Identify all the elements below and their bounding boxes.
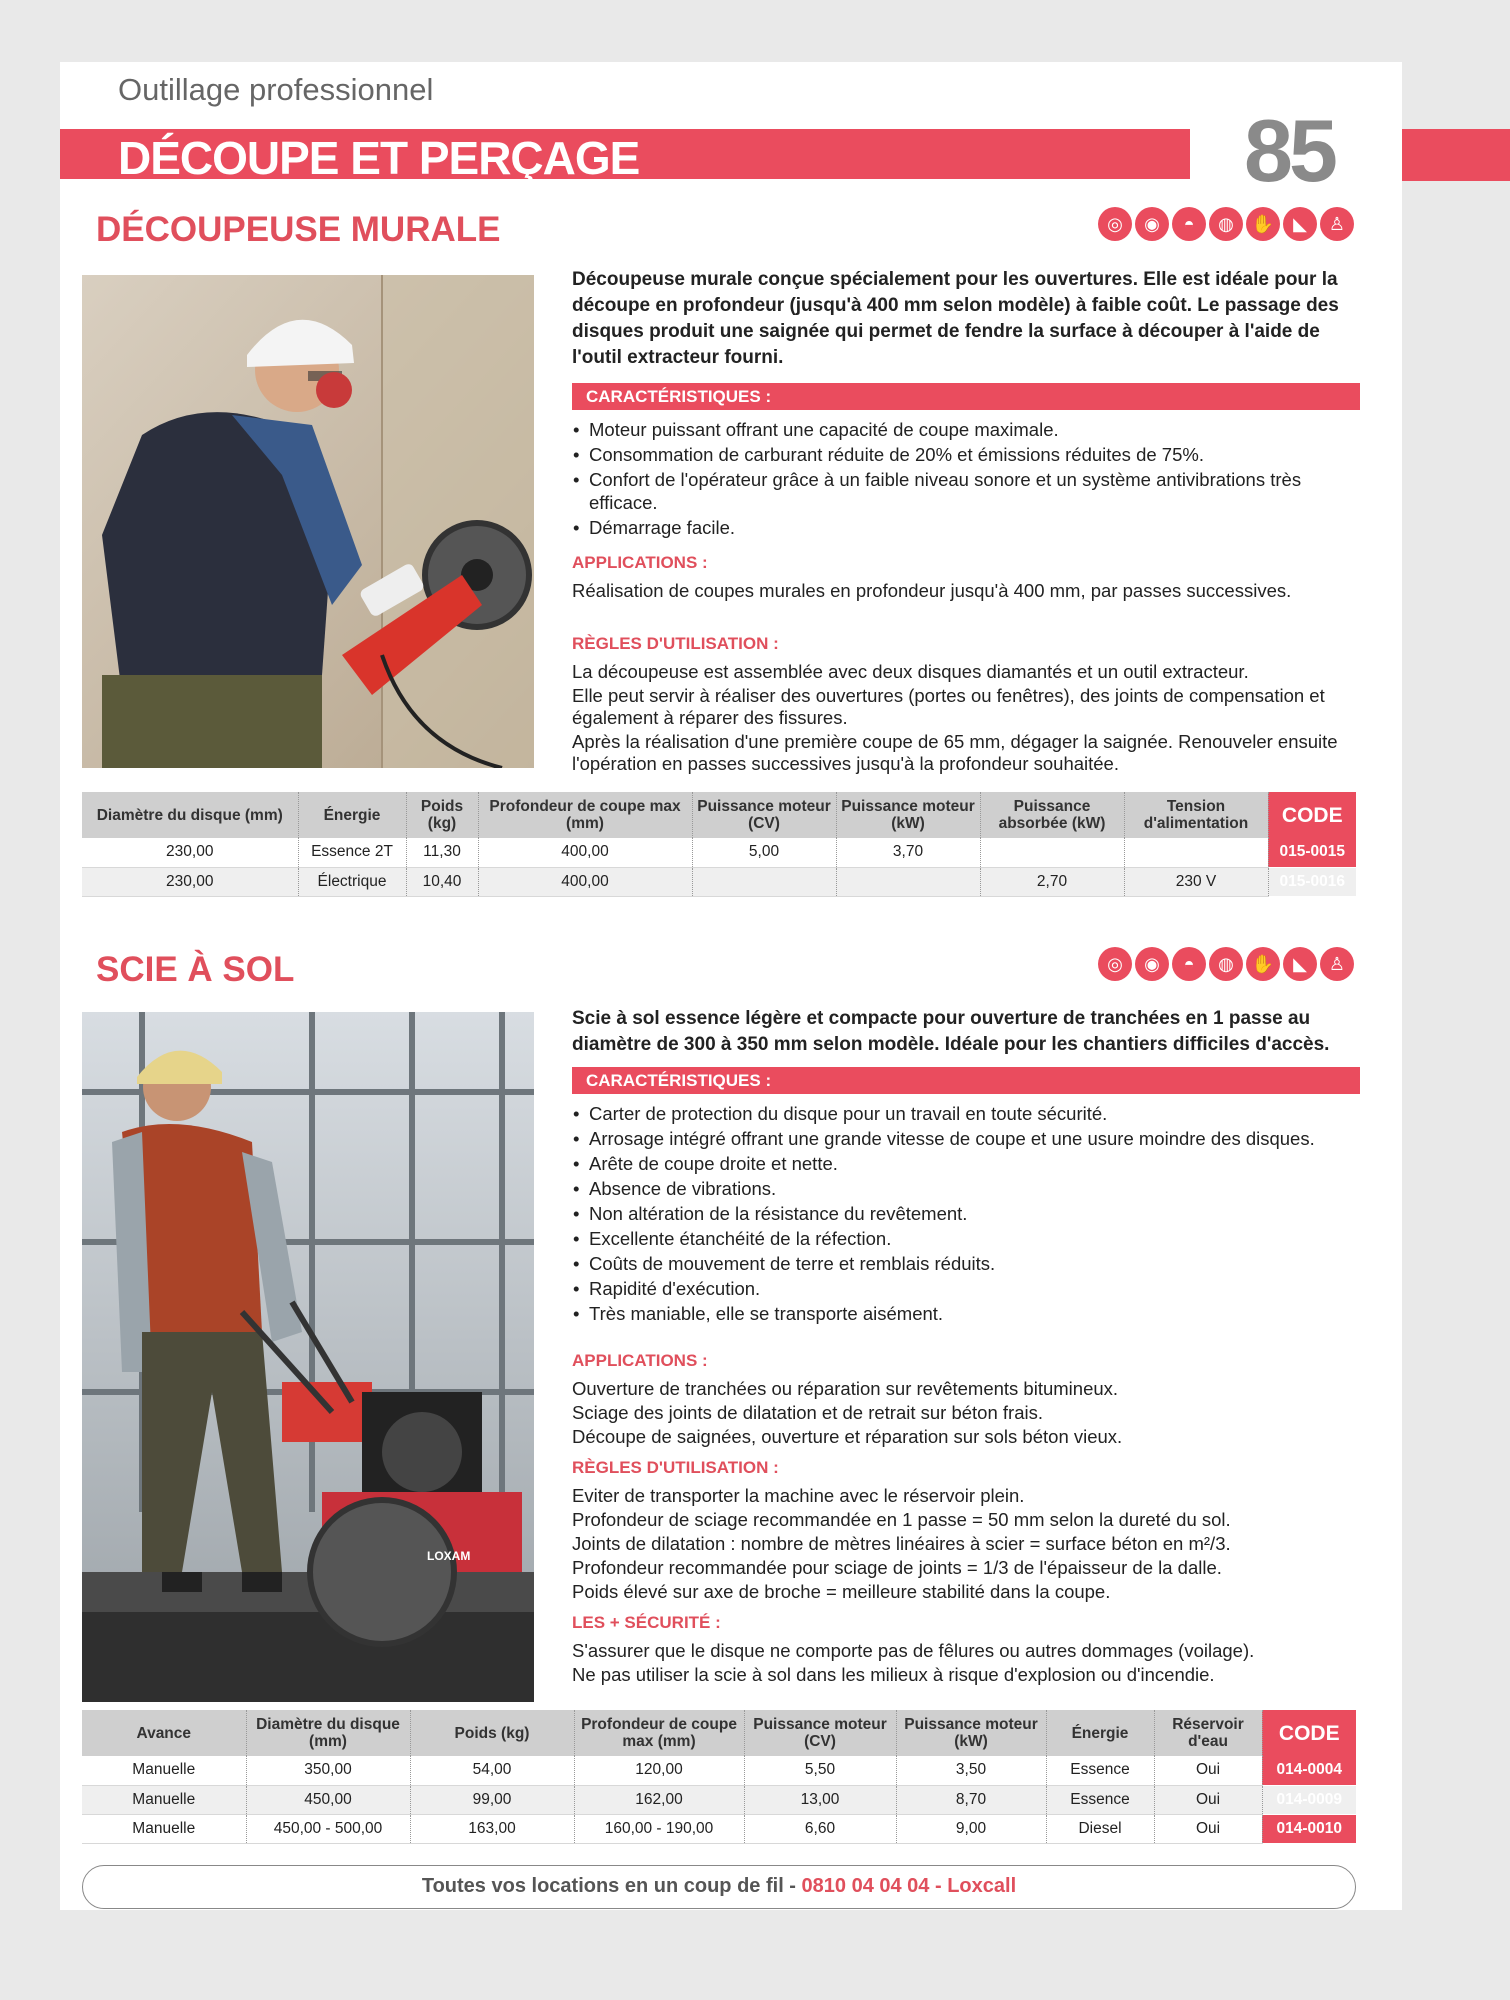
rules-header-2: RÈGLES D'UTILISATION : [572,1458,779,1477]
footer-contact-banner[interactable] [82,1865,1356,1909]
bullet-item: • Consommation de carburant réduite de 20% et émissions réduites de 75%. [572,443,1372,466]
overalls-icon: ♙ [1320,947,1354,981]
bullet-item: • Arrosage intégré offrant une grande vitesse de coupe et une usure moindre des disques. [572,1127,1372,1150]
applications-text-1 [572,580,1372,604]
table-cell: 162,00 [574,1785,744,1814]
product-code[interactable]: 014-0009 [1262,1785,1356,1814]
bullet-item: • Absence de vibrations. [572,1177,1372,1200]
code-column-header: CODE [1262,1710,1356,1756]
table-cell: Oui [1154,1785,1262,1814]
column-header: Tension d'alimentation [1124,792,1268,838]
paragraph-line: Elle peut servir à réaliser des ouvertures (portes ou fenêtres), des joints de compensation et également à réparer des fissures. [572,685,1325,728]
table-cell: 8,70 [896,1785,1046,1814]
bullet-item: • Coûts de mouvement de terre et remblais réduits. [572,1252,1372,1275]
table-cell: 5,50 [744,1756,896,1785]
characteristics-header-1: CARACTÉRISTIQUES : [572,383,1360,410]
column-header: Diamètre du disque (mm) [82,792,298,838]
column-header: Profondeur de coupe max (mm) [574,1710,744,1756]
category-kicker: Outillage professionnel [118,72,434,107]
table-cell: 400,00 [478,867,692,896]
bullet-item: • Excellente étanchéité de la réfection. [572,1227,1372,1250]
bullet-item: • Démarrage facile. [572,516,1372,539]
gloves-icon: ✋ [1246,947,1280,981]
table-row [82,1785,1356,1814]
table-cell: Essence 2T [298,838,406,867]
applications-header-1: APPLICATIONS : [572,553,708,572]
paragraph-line: La découpeuse est assemblée avec deux disques diamantés et un outil extracteur. [572,661,1249,682]
ear-protection-icon: ◉ [1135,207,1169,241]
table-cell: Manuelle [82,1785,246,1814]
bullet-item: • Carter de protection du disque pour un travail en toute sécurité. [572,1102,1372,1125]
table-cell: Oui [1154,1814,1262,1843]
table-cell: 450,00 [246,1785,410,1814]
table-cell: 120,00 [574,1756,744,1785]
photo-floor-saw-operator [82,1012,534,1702]
product-code[interactable]: 015-0016 [1268,867,1356,896]
ppe-icons-2 [1098,947,1354,981]
column-header: Poids (kg) [406,792,478,838]
overalls-icon: ♙ [1320,207,1354,241]
table-cell: 13,00 [744,1785,896,1814]
column-header: Poids (kg) [410,1710,574,1756]
paragraph-line: Réalisation de coupes murales en profondeur jusqu'à 400 mm, par passes successives. [572,580,1292,601]
rules-text-1 [572,661,1372,777]
rules-text-2 [572,1485,1372,1605]
machine-brand-label: LOXAM [427,1549,471,1563]
table-cell: 160,00 - 190,00 [574,1814,744,1843]
page-title: DÉCOUPE ET PERÇAGE [118,132,640,184]
page-edge-tab [1402,129,1510,181]
applications-text-2 [572,1378,1372,1450]
photo-wall-saw-operator [82,275,534,768]
table-cell: Essence [1046,1756,1154,1785]
table-cell: Diesel [1046,1814,1154,1843]
column-header: Puissance absorbée (kW) [980,792,1124,838]
goggles-icon: ◎ [1098,207,1132,241]
column-header: Puissance moteur (kW) [836,792,980,838]
column-header: Énergie [1046,1710,1154,1756]
table-cell: 5,00 [692,838,836,867]
security-text-2 [572,1640,1372,1688]
boots-icon: ◣ [1283,207,1317,241]
table-cell [692,867,836,896]
column-header: Puissance moteur (kW) [896,1710,1046,1756]
footer-brand: Loxcall [947,1875,1017,1897]
table-cell: 450,00 - 500,00 [246,1814,410,1843]
bullet-item: • Non altération de la résistance du revêtement. [572,1202,1372,1225]
product-code[interactable]: 015-0015 [1268,838,1356,867]
table-cell: 11,30 [406,838,478,867]
paragraph-line: S'assurer que le disque ne comporte pas de fêlures ou autres dommages (voilage). [572,1640,1255,1661]
table-cell: Oui [1154,1756,1262,1785]
rules-header-1: RÈGLES D'UTILISATION : [572,634,779,653]
bullet-item: • Confort de l'opérateur grâce à un faible niveau sonore et un système antivibrations très efficace. [572,468,1372,514]
paragraph-line: Ouverture de tranchées ou réparation sur revêtements bitumineux. [572,1378,1119,1399]
table-cell: 99,00 [410,1785,574,1814]
table-cell: Manuelle [82,1756,246,1785]
table-cell: Manuelle [82,1814,246,1843]
table-row [82,1814,1356,1843]
paragraph-line: Profondeur recommandée pour sciage de joints = 1/3 de l'épaisseur de la dalle. [572,1557,1222,1578]
code-column-header: CODE [1268,792,1356,838]
product-code[interactable]: 014-0004 [1262,1756,1356,1785]
table-cell: 350,00 [246,1756,410,1785]
table-cell: 3,50 [896,1756,1046,1785]
column-header: Diamètre du disque (mm) [246,1710,410,1756]
paragraph-line: Après la réalisation d'une première coupe de 65 mm, dégager la saignée. Renouveler ensuite l'opération en passes successives jusqu'à la profondeur souhaitée. [572,731,1338,774]
paragraph-line: Découpe de saignées, ouverture et réparation sur sols béton vieux. [572,1426,1123,1447]
table-cell: 6,60 [744,1814,896,1843]
security-header-2: LES + SÉCURITÉ : [572,1613,721,1632]
column-header: Réservoir d'eau [1154,1710,1262,1756]
paragraph-line: Sciage des joints de dilatation et de retrait sur béton frais. [572,1402,1043,1423]
gloves-icon: ✋ [1246,207,1280,241]
table-row [82,838,1356,867]
column-header: Puissance moteur (CV) [692,792,836,838]
characteristics-list-2 [572,1102,1372,1327]
description-scie-sol: Scie à sol essence légère et compacte pour ouverture de tranchées en 1 passe au diamètre de 300 à 350 mm selon modèle. Idéale pour les chantiers difficiles d'accès. [572,1008,1330,1055]
table-cell [836,867,980,896]
table-cell: 400,00 [478,838,692,867]
column-header: Avance [82,1710,246,1756]
table-cell: Électrique [298,867,406,896]
paragraph-line: Ne pas utiliser la scie à sol dans les milieux à risque d'explosion ou d'incendie. [572,1664,1215,1685]
paragraph-line: Joints de dilatation : nombre de mètres linéaires à scier = surface béton en m²/3. [572,1533,1231,1554]
column-header: Puissance moteur (CV) [744,1710,896,1756]
bullet-item: • Très maniable, elle se transporte aisément. [572,1302,1372,1325]
table-row [82,867,1356,896]
table-cell: 10,40 [406,867,478,896]
table-cell [1124,838,1268,867]
paragraph-line: Poids élevé sur axe de broche = meilleure stabilité dans la coupe. [572,1581,1111,1602]
catalog-page [60,62,1402,1910]
table-cell: 3,70 [836,838,980,867]
section-title-decoupeuse: DÉCOUPEUSE MURALE [96,210,501,249]
spec-table-decoupeuse [82,792,1356,897]
column-header: Énergie [298,792,406,838]
mask-icon: ◍ [1209,207,1243,241]
mask-icon: ◍ [1209,947,1243,981]
footer-text: Toutes vos locations en un coup de fil - [421,1875,802,1897]
paragraph-line: Profondeur de sciage recommandée en 1 passe = 50 mm selon la dureté du sol. [572,1509,1231,1530]
characteristics-list-1 [572,418,1372,541]
table-cell: 163,00 [410,1814,574,1843]
table-cell: 230,00 [82,838,298,867]
bullet-item: • Rapidité d'exécution. [572,1277,1372,1300]
applications-header-2: APPLICATIONS : [572,1351,708,1370]
footer-phone[interactable]: 0810 04 04 04 [801,1875,930,1897]
table-row [82,1756,1356,1785]
table-cell: 2,70 [980,867,1124,896]
table-cell: 9,00 [896,1814,1046,1843]
bullet-item: • Moteur puissant offrant une capacité de coupe maximale. [572,418,1372,441]
table-cell: 230 V [1124,867,1268,896]
bullet-item: • Arête de coupe droite et nette. [572,1152,1372,1175]
ear-protection-icon: ◉ [1135,947,1169,981]
table-cell: 54,00 [410,1756,574,1785]
helmet-icon: ◓ [1172,207,1206,241]
boots-icon: ◣ [1283,947,1317,981]
paragraph-line: Eviter de transporter la machine avec le réservoir plein. [572,1485,1025,1506]
ppe-icons-1 [1098,207,1354,241]
section-title-scie-sol: SCIE À SOL [96,950,295,989]
table-cell: Essence [1046,1785,1154,1814]
page-number: 85 [1244,101,1334,200]
characteristics-header-2: CARACTÉRISTIQUES : [572,1067,1360,1094]
spec-table-scie-sol [82,1710,1356,1844]
helmet-icon: ◓ [1172,947,1206,981]
column-header: Profondeur de coupe max (mm) [478,792,692,838]
product-code[interactable]: 014-0010 [1262,1814,1356,1843]
goggles-icon: ◎ [1098,947,1132,981]
table-cell: 230,00 [82,867,298,896]
description-decoupeuse: Découpeuse murale conçue spécialement pour les ouvertures. Elle est idéale pour la découpe en profondeur (jusqu'à 400 mm selon modèle) à faible coût. Le passage des disques produit une saignée qui permet de fendre la surface à découper à l'aide de l'outil extracteur fourni. [572,269,1339,368]
table-cell [980,838,1124,867]
footer-separator: - [929,1875,948,1897]
title-band [60,129,1190,184]
